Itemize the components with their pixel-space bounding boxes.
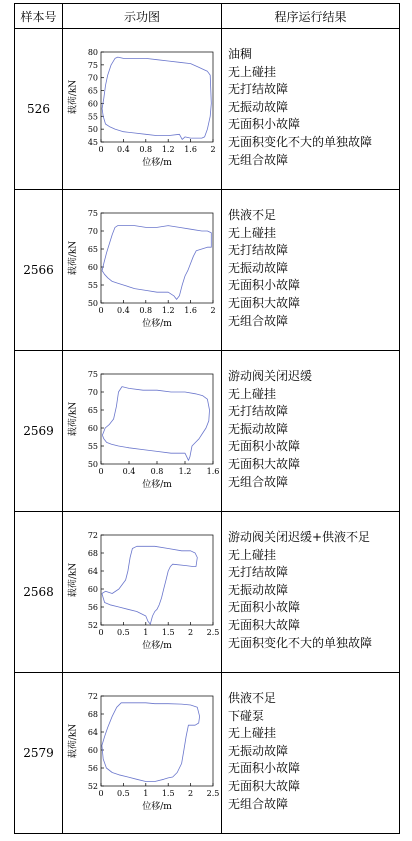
y-tick-label: 70 <box>87 73 98 83</box>
y-tick-label: 75 <box>87 60 98 70</box>
result-line: 无面积变化不大的单独故障 <box>228 134 373 149</box>
header-chart: 示功图 <box>63 4 222 29</box>
dynamometer-card-cell <box>63 351 222 512</box>
x-tick-label: 0.5 <box>117 628 130 637</box>
result-line: 无振动故障 <box>228 421 289 436</box>
dynamometer-card-cell <box>63 512 222 673</box>
y-tick-label: 70 <box>87 227 98 236</box>
x-tick-label: 0 <box>98 628 104 637</box>
x-tick-label: 0.5 <box>117 789 130 798</box>
result-line: 无面积小故障 <box>228 600 301 615</box>
table-row <box>15 29 400 190</box>
x-tick-label: 0 <box>98 306 104 315</box>
x-axis-label: 位移/m <box>142 802 172 812</box>
dynamometer-curve <box>102 703 200 782</box>
result-line: 无振动故障 <box>228 743 289 758</box>
plot-frame <box>101 535 213 625</box>
x-tick-label: 0.8 <box>139 306 153 315</box>
y-tick-label: 52 <box>87 782 98 791</box>
x-tick-label: 0.8 <box>150 467 164 476</box>
dynamometer-card-chart <box>67 44 217 174</box>
sample-id: 2568 <box>15 512 63 673</box>
result-cell <box>222 190 400 351</box>
y-tick-label: 45 <box>87 138 98 147</box>
x-axis-label: 位移/m <box>142 480 172 490</box>
plot-frame <box>101 374 213 464</box>
x-tick-label: 1.2 <box>178 467 192 476</box>
result-line: 无上碰挂 <box>228 225 277 240</box>
x-tick-label: 1.6 <box>184 145 197 154</box>
result-line: 供液不足 <box>228 208 277 222</box>
y-tick-label: 56 <box>87 764 98 773</box>
x-tick-label: 1.5 <box>161 789 175 798</box>
table-row <box>15 190 400 351</box>
y-axis-label: 载荷/kN <box>68 240 79 276</box>
result-line: 无面积小故障 <box>228 439 301 454</box>
y-tick-label: 68 <box>87 710 98 719</box>
result-line: 无振动故障 <box>228 99 289 114</box>
x-tick-label: 2 <box>210 145 216 154</box>
x-tick-label: 0 <box>98 467 104 476</box>
dynamometer-card-cell <box>63 29 222 190</box>
y-tick-label: 60 <box>87 263 98 272</box>
result-line: 无面积小故障 <box>228 278 301 293</box>
result-cell <box>222 673 400 834</box>
sample-id: 2579 <box>15 673 63 834</box>
y-tick-label: 50 <box>87 299 98 308</box>
y-tick-label: 72 <box>87 692 98 701</box>
result-line: 游动阀关闭迟缓 <box>228 369 313 383</box>
x-tick-label: 2.5 <box>206 789 220 798</box>
y-tick-label: 55 <box>87 281 98 290</box>
result-line: 无面积变化不大的单独故障 <box>228 635 373 650</box>
dynamometer-curve <box>102 226 211 300</box>
y-tick-label: 64 <box>87 567 98 576</box>
y-tick-label: 52 <box>87 621 98 630</box>
dynamometer-curve <box>102 57 211 139</box>
result-line: 下碰泵 <box>228 708 265 723</box>
result-line: 无组合故障 <box>228 474 289 489</box>
result-line: 无组合故障 <box>228 152 289 167</box>
result-line: 无面积大故障 <box>228 295 301 310</box>
dynamometer-curve <box>102 387 209 461</box>
y-tick-label: 56 <box>87 603 98 612</box>
y-tick-label: 60 <box>87 424 98 433</box>
x-axis-label: 位移/m <box>142 641 172 651</box>
header-sample-id: 样本号 <box>15 4 63 29</box>
dynamometer-card-cell <box>63 190 222 351</box>
y-tick-label: 72 <box>87 531 98 540</box>
x-tick-label: 1.5 <box>161 628 175 637</box>
result-line: 无面积小故障 <box>228 117 301 132</box>
x-tick-label: 0 <box>98 145 104 154</box>
header-row <box>15 4 400 29</box>
y-tick-label: 68 <box>87 549 98 558</box>
dynamometer-card-cell <box>63 673 222 834</box>
y-tick-label: 50 <box>87 460 98 469</box>
x-axis-label: 位移/m <box>142 319 172 329</box>
x-tick-label: 2 <box>188 789 194 798</box>
x-tick-label: 1.2 <box>161 145 175 154</box>
table-row <box>15 351 400 512</box>
result-line: 无面积小故障 <box>228 761 301 776</box>
y-tick-label: 60 <box>87 99 98 109</box>
result-cell <box>222 29 400 190</box>
results-table <box>14 3 400 834</box>
y-axis-label: 载荷/kN <box>68 723 79 759</box>
x-tick-label: 0 <box>98 789 104 798</box>
plot-frame <box>101 52 213 142</box>
x-tick-label: 1 <box>143 628 149 637</box>
result-line: 无振动故障 <box>228 582 289 597</box>
result-cell <box>222 512 400 673</box>
y-tick-label: 60 <box>87 585 98 594</box>
result-line: 无上碰挂 <box>228 726 277 741</box>
result-line: 无上碰挂 <box>228 386 277 401</box>
y-tick-label: 50 <box>87 125 98 135</box>
x-tick-label: 2 <box>188 628 194 637</box>
sample-id: 526 <box>15 29 63 190</box>
sample-id: 2569 <box>15 351 63 512</box>
y-tick-label: 65 <box>87 86 98 96</box>
result-line: 无打结故障 <box>228 82 289 97</box>
y-tick-label: 65 <box>87 245 98 254</box>
y-tick-label: 60 <box>87 746 98 755</box>
dynamometer-card-chart <box>67 688 220 818</box>
x-tick-label: 1.6 <box>206 467 220 476</box>
sample-id: 2566 <box>15 190 63 351</box>
x-tick-label: 0.4 <box>122 467 136 476</box>
plot-frame <box>101 696 213 786</box>
result-line: 油稠 <box>228 47 253 61</box>
x-tick-label: 0.4 <box>117 306 130 315</box>
y-tick-label: 70 <box>87 388 98 397</box>
result-cell <box>222 351 400 512</box>
y-tick-label: 75 <box>87 370 98 379</box>
y-tick-label: 55 <box>87 112 98 122</box>
result-line: 无面积大故障 <box>228 456 301 471</box>
y-axis-label: 载荷/kN <box>68 562 79 598</box>
dynamometer-card-chart <box>67 366 220 496</box>
x-tick-label: 1 <box>143 789 149 798</box>
dynamometer-card-chart <box>67 205 217 335</box>
y-tick-label: 64 <box>87 728 98 737</box>
x-tick-label: 0.4 <box>117 145 130 154</box>
table-row <box>15 673 400 834</box>
result-line: 供液不足 <box>228 691 277 705</box>
y-axis-label: 载荷/kN <box>68 79 79 115</box>
dynamometer-curve <box>102 546 197 624</box>
result-line: 无打结故障 <box>228 565 289 580</box>
result-line: 无面积大故障 <box>228 617 301 632</box>
result-line: 无上碰挂 <box>228 64 277 79</box>
result-line: 游动阀关闭迟缓+供液不足 <box>228 530 371 544</box>
table-row <box>15 512 400 673</box>
y-tick-label: 80 <box>87 48 98 57</box>
x-tick-label: 1.2 <box>161 306 175 315</box>
dynamometer-card-chart <box>67 527 220 657</box>
plot-frame <box>101 213 213 303</box>
y-axis-label: 载荷/kN <box>68 401 79 437</box>
x-tick-label: 2 <box>210 306 216 315</box>
header-result: 程序运行结果 <box>222 4 400 29</box>
result-line: 无打结故障 <box>228 404 289 419</box>
y-tick-label: 65 <box>87 406 98 415</box>
x-axis-label: 位移/m <box>142 158 172 168</box>
x-tick-label: 0.8 <box>139 145 153 154</box>
result-line: 无组合故障 <box>228 796 289 811</box>
result-line: 无打结故障 <box>228 243 289 258</box>
x-tick-label: 2.5 <box>206 628 220 637</box>
result-line: 无振动故障 <box>228 260 289 275</box>
result-line: 无组合故障 <box>228 313 289 328</box>
y-tick-label: 75 <box>87 209 98 218</box>
x-tick-label: 1.6 <box>184 306 197 315</box>
y-tick-label: 55 <box>87 442 98 451</box>
result-line: 无上碰挂 <box>228 547 277 562</box>
result-line: 无面积大故障 <box>228 778 301 793</box>
